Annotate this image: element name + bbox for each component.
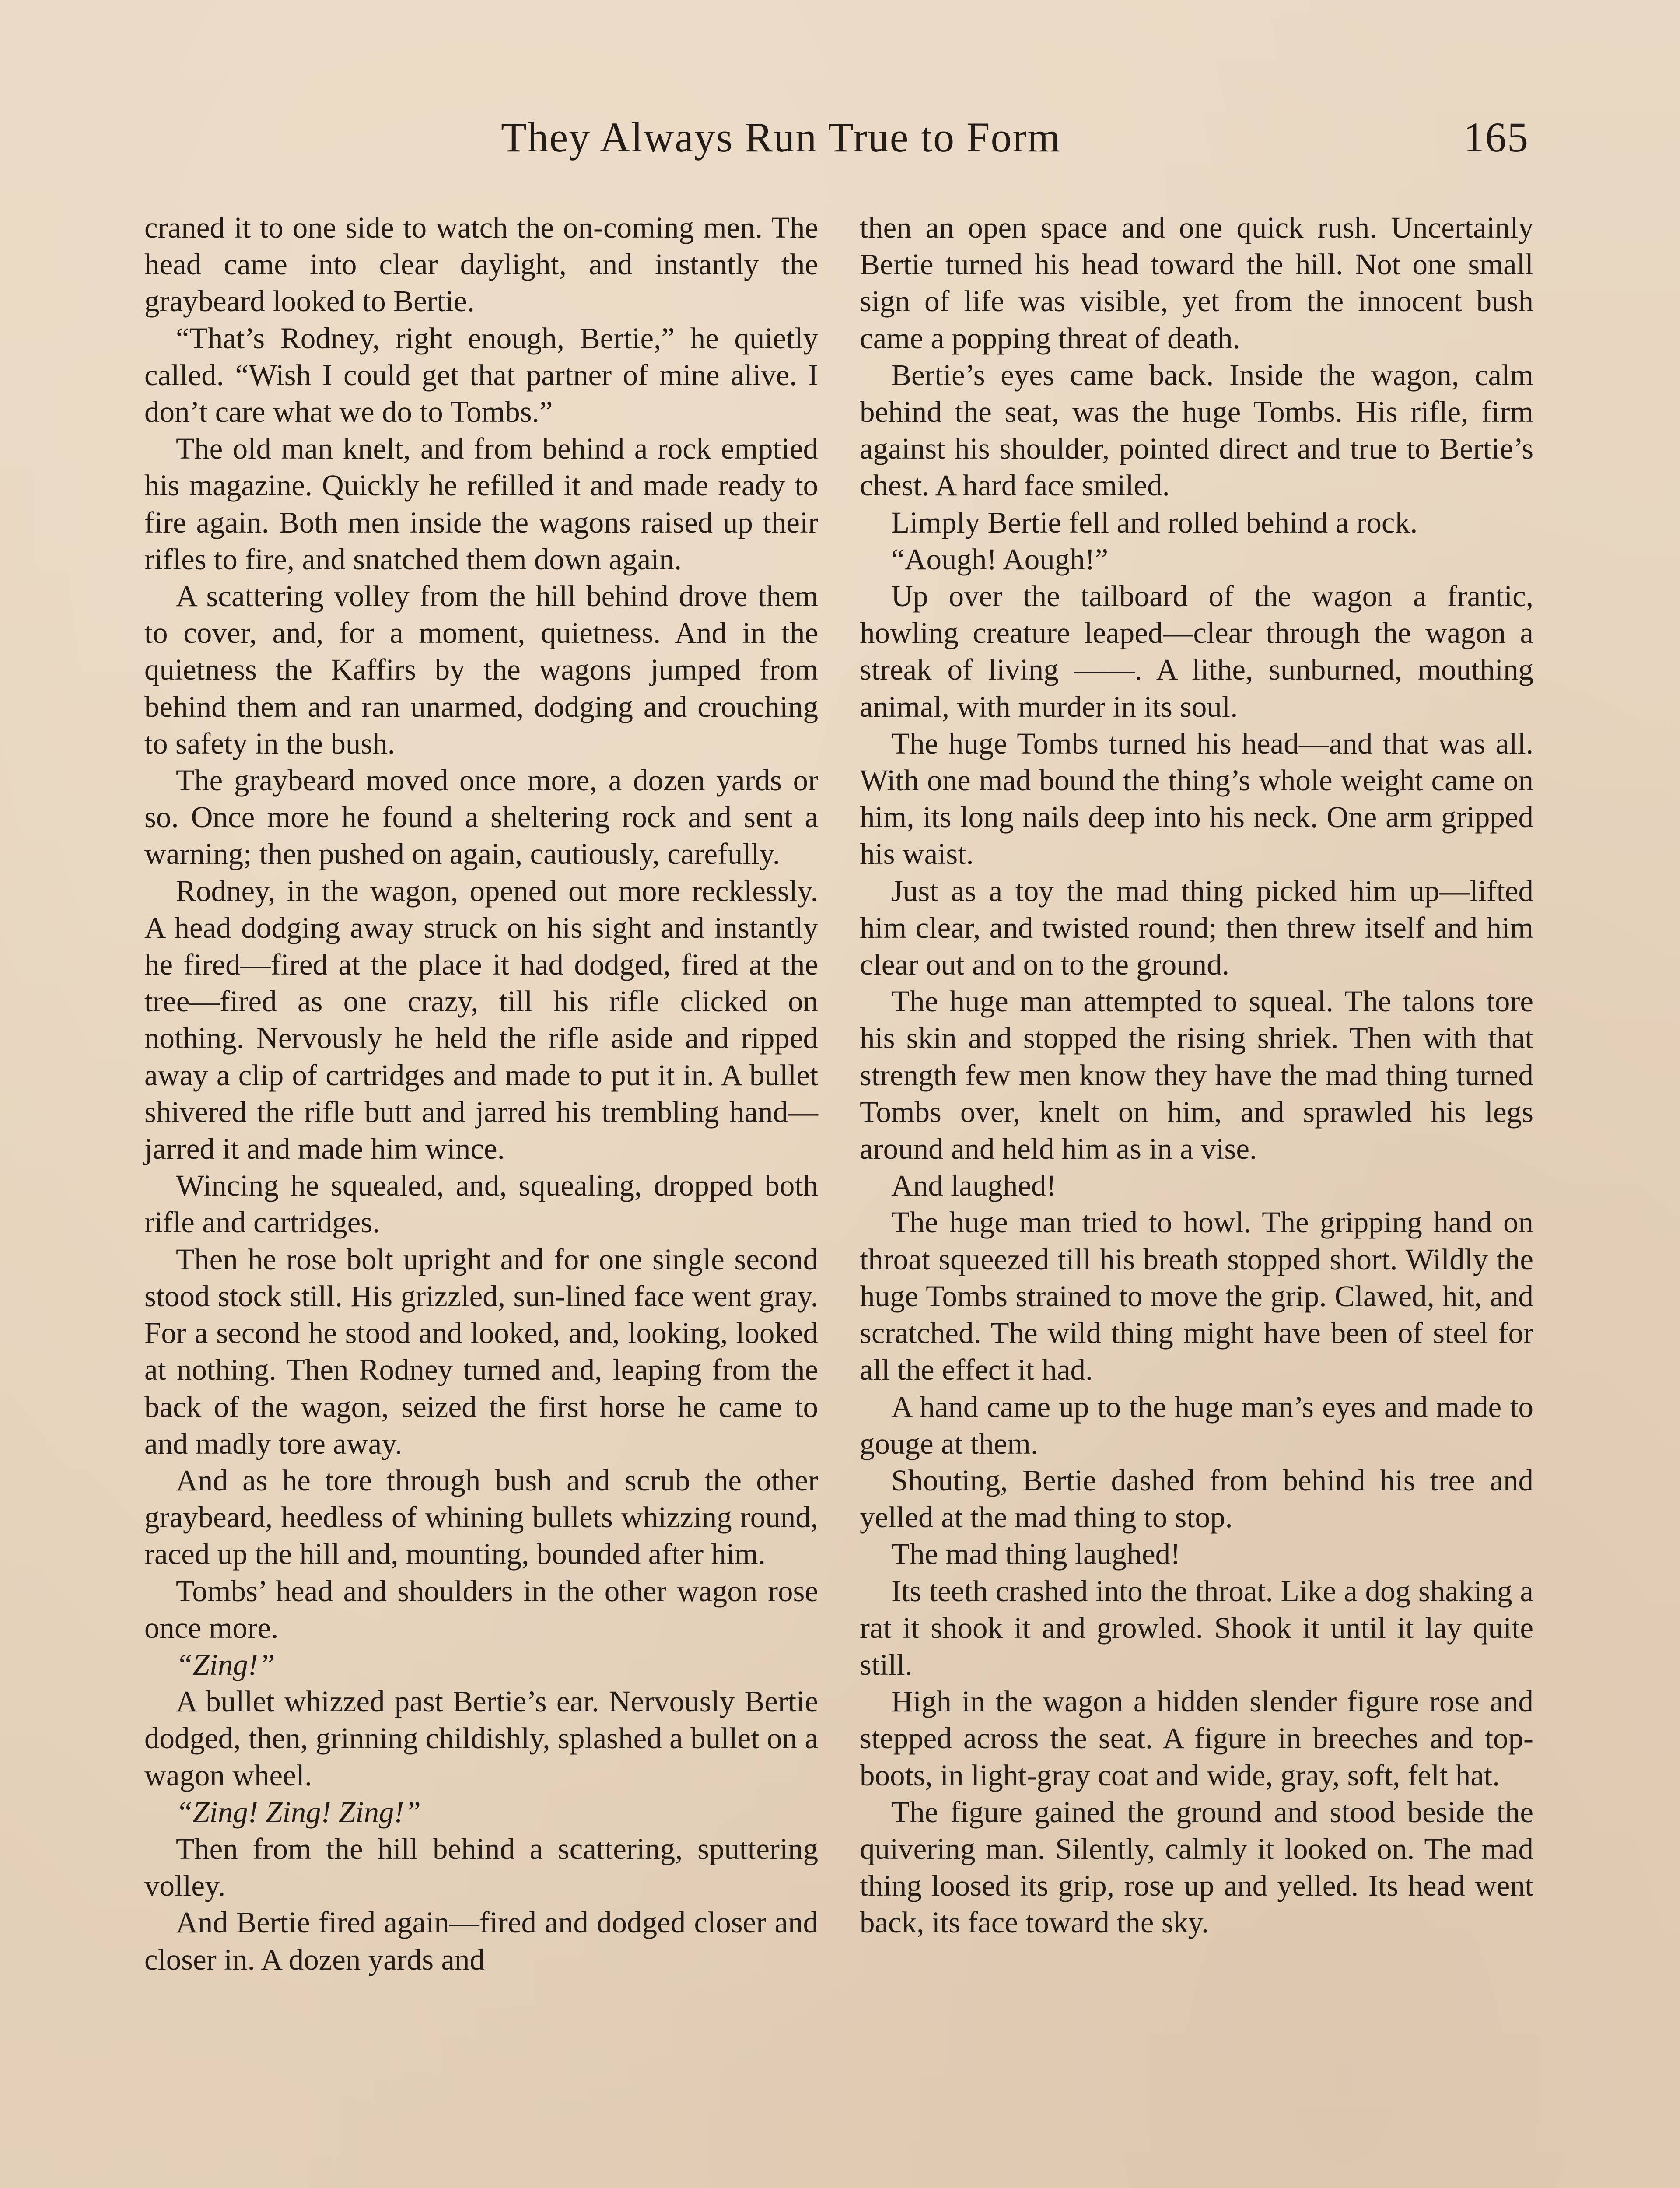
paragraph: Shouting, Bertie dashed from behind his tree and yelled at the mad thing to stop. bbox=[860, 1463, 1533, 1534]
paragraph: A scattering volley from the hill behind drove them to cover, and, for a moment, quietness. And in the quietness the Kaffirs by the wagons jumped from behind them and ran unarmed, dodging and crouching to safety in the bush. bbox=[144, 579, 818, 760]
paragraph: The figure gained the ground and stood beside the quivering man. Silently, calmly it looked on. The mad thing loosed its grip, rose up and yelled. Its head went back, its face toward the sky. bbox=[860, 1795, 1533, 1939]
left-column bbox=[144, 209, 818, 1978]
paragraph-italic: “Zing!” bbox=[176, 1648, 275, 1681]
right-column bbox=[860, 209, 1533, 1941]
paragraph: The graybeard moved once more, a dozen yards or so. Once more he found a sheltering rock and sent a warning; then pushed on again, cautiously, carefully. bbox=[144, 764, 818, 871]
paragraph: And Bertie fired again—fired and dodged closer and closer in. A dozen yards and bbox=[144, 1906, 818, 1976]
paragraph: Then from the hill behind a scattering, sputtering volley. bbox=[144, 1832, 818, 1903]
paragraph: Rodney, in the wagon, opened out more recklessly. A head dodging away struck on his sight and instantly he fired—fired at the place it had dodged, fired at the tree—fired as one crazy, till his rifle clicked on nothing. Nervously he held the rifle aside and ripped away a clip of cartridges and made to put it in. A bullet shivered the rifle butt and jarred his trembling hand—jarred it and made him wince. bbox=[144, 874, 818, 1166]
paragraph-italic: “Zing! Zing! Zing!” bbox=[176, 1795, 421, 1829]
paragraph: A hand came up to the huge man’s eyes and made to gouge at them. bbox=[860, 1390, 1533, 1460]
paragraph: Up over the tailboard of the wagon a frantic, howling creature leaped—clear through the wagon a streak of living ——. A lithe, sunburned, mouthing animal, with murder in its soul. bbox=[860, 579, 1533, 723]
paragraph: Tombs’ head and shoulders in the other wagon rose once more. bbox=[144, 1574, 818, 1645]
paragraph: Then he rose bolt upright and for one single second stood stock still. His grizzled, sun-lined face went gray. For a second he stood and looked, and, looking, looked at nothing. Then Rodney turned and, leaping from the back of the wagon, seized the first horse he came to and madly tore away. bbox=[144, 1242, 818, 1460]
paragraph: “Aough! Aough!” bbox=[891, 542, 1109, 576]
paragraph: craned it to one side to watch the on-coming men. The head came into clear daylight, and instantly the graybeard looked to Bertie. bbox=[144, 211, 818, 318]
page-number: 165 bbox=[1463, 114, 1529, 161]
paragraph: And laughed! bbox=[891, 1169, 1057, 1203]
paragraph: Just as a toy the mad thing picked him up—lifted him clear, and twisted round; then threw itself and him clear out and on to the ground. bbox=[860, 874, 1533, 982]
paragraph: Wincing he squealed, and, squealing, dropped both rifle and cartridges. bbox=[144, 1169, 818, 1239]
paragraph: High in the wagon a hidden slender figure rose and stepped across the seat. A figure in breeches and top-boots, in light-gray coat and wide, gray, soft, felt hat. bbox=[860, 1685, 1533, 1792]
paragraph: The mad thing laughed! bbox=[891, 1537, 1181, 1571]
paragraph: The huge man tried to howl. The gripping hand on throat squeezed till his breath stopped short. Wildly the huge Tombs strained to move the grip. Clawed, hit, and scratched. The wild thing might have been of steel for all the effect it had. bbox=[860, 1206, 1533, 1387]
paragraph: Its teeth crashed into the throat. Like a dog shaking a rat it shook it and growled. Shook it until it lay quite still. bbox=[860, 1574, 1533, 1681]
paragraph: The old man knelt, and from behind a rock emptied his magazine. Quickly he refilled it and made ready to fire again. Both men inside the wagons raised up their rifles to fire, and snatched them down again. bbox=[144, 432, 818, 576]
paragraph: The huge Tombs turned his head—and that was all. With one mad bound the thing’s whole weight came on him, its long nails deep into his neck. One arm gripped his waist. bbox=[860, 726, 1533, 871]
paragraph: The huge man attempted to squeal. The talons tore his skin and stopped the rising shriek. Then with that strength few men know they have the mad thing turned Tombs over, knelt on him, and sprawled his legs around and held him as in a vise. bbox=[860, 985, 1533, 1166]
running-title: They Always Run True to Form bbox=[501, 114, 1061, 161]
paragraph: Bertie’s eyes came back. Inside the wagon, calm behind the seat, was the huge Tombs. His rifle, firm against his shoulder, pointed direct and true to Bertie’s chest. A hard face smiled. bbox=[860, 358, 1533, 502]
paragraph: “That’s Rodney, right enough, Bertie,” he quietly called. “Wish I could get that partner of mine alive. I don’t care what we do to Tombs.” bbox=[144, 321, 818, 429]
page-header bbox=[142, 113, 1538, 165]
paragraph: A bullet whizzed past Bertie’s ear. Nervously Bertie dodged, then, grinning childishly, splashed a bullet on a wagon wheel. bbox=[144, 1685, 818, 1792]
paragraph: Limply Bertie fell and rolled behind a rock. bbox=[891, 505, 1418, 539]
paragraph: then an open space and one quick rush. Uncertainly Bertie turned his head toward the hill. Not one small sign of life was visible, yet from the innocent bush came a popping threat of death. bbox=[860, 211, 1533, 355]
paragraph: And as he tore through bush and scrub the other graybeard, heedless of whining bullets whizzing round, raced up the hill and, mounting, bounded after him. bbox=[144, 1463, 818, 1571]
